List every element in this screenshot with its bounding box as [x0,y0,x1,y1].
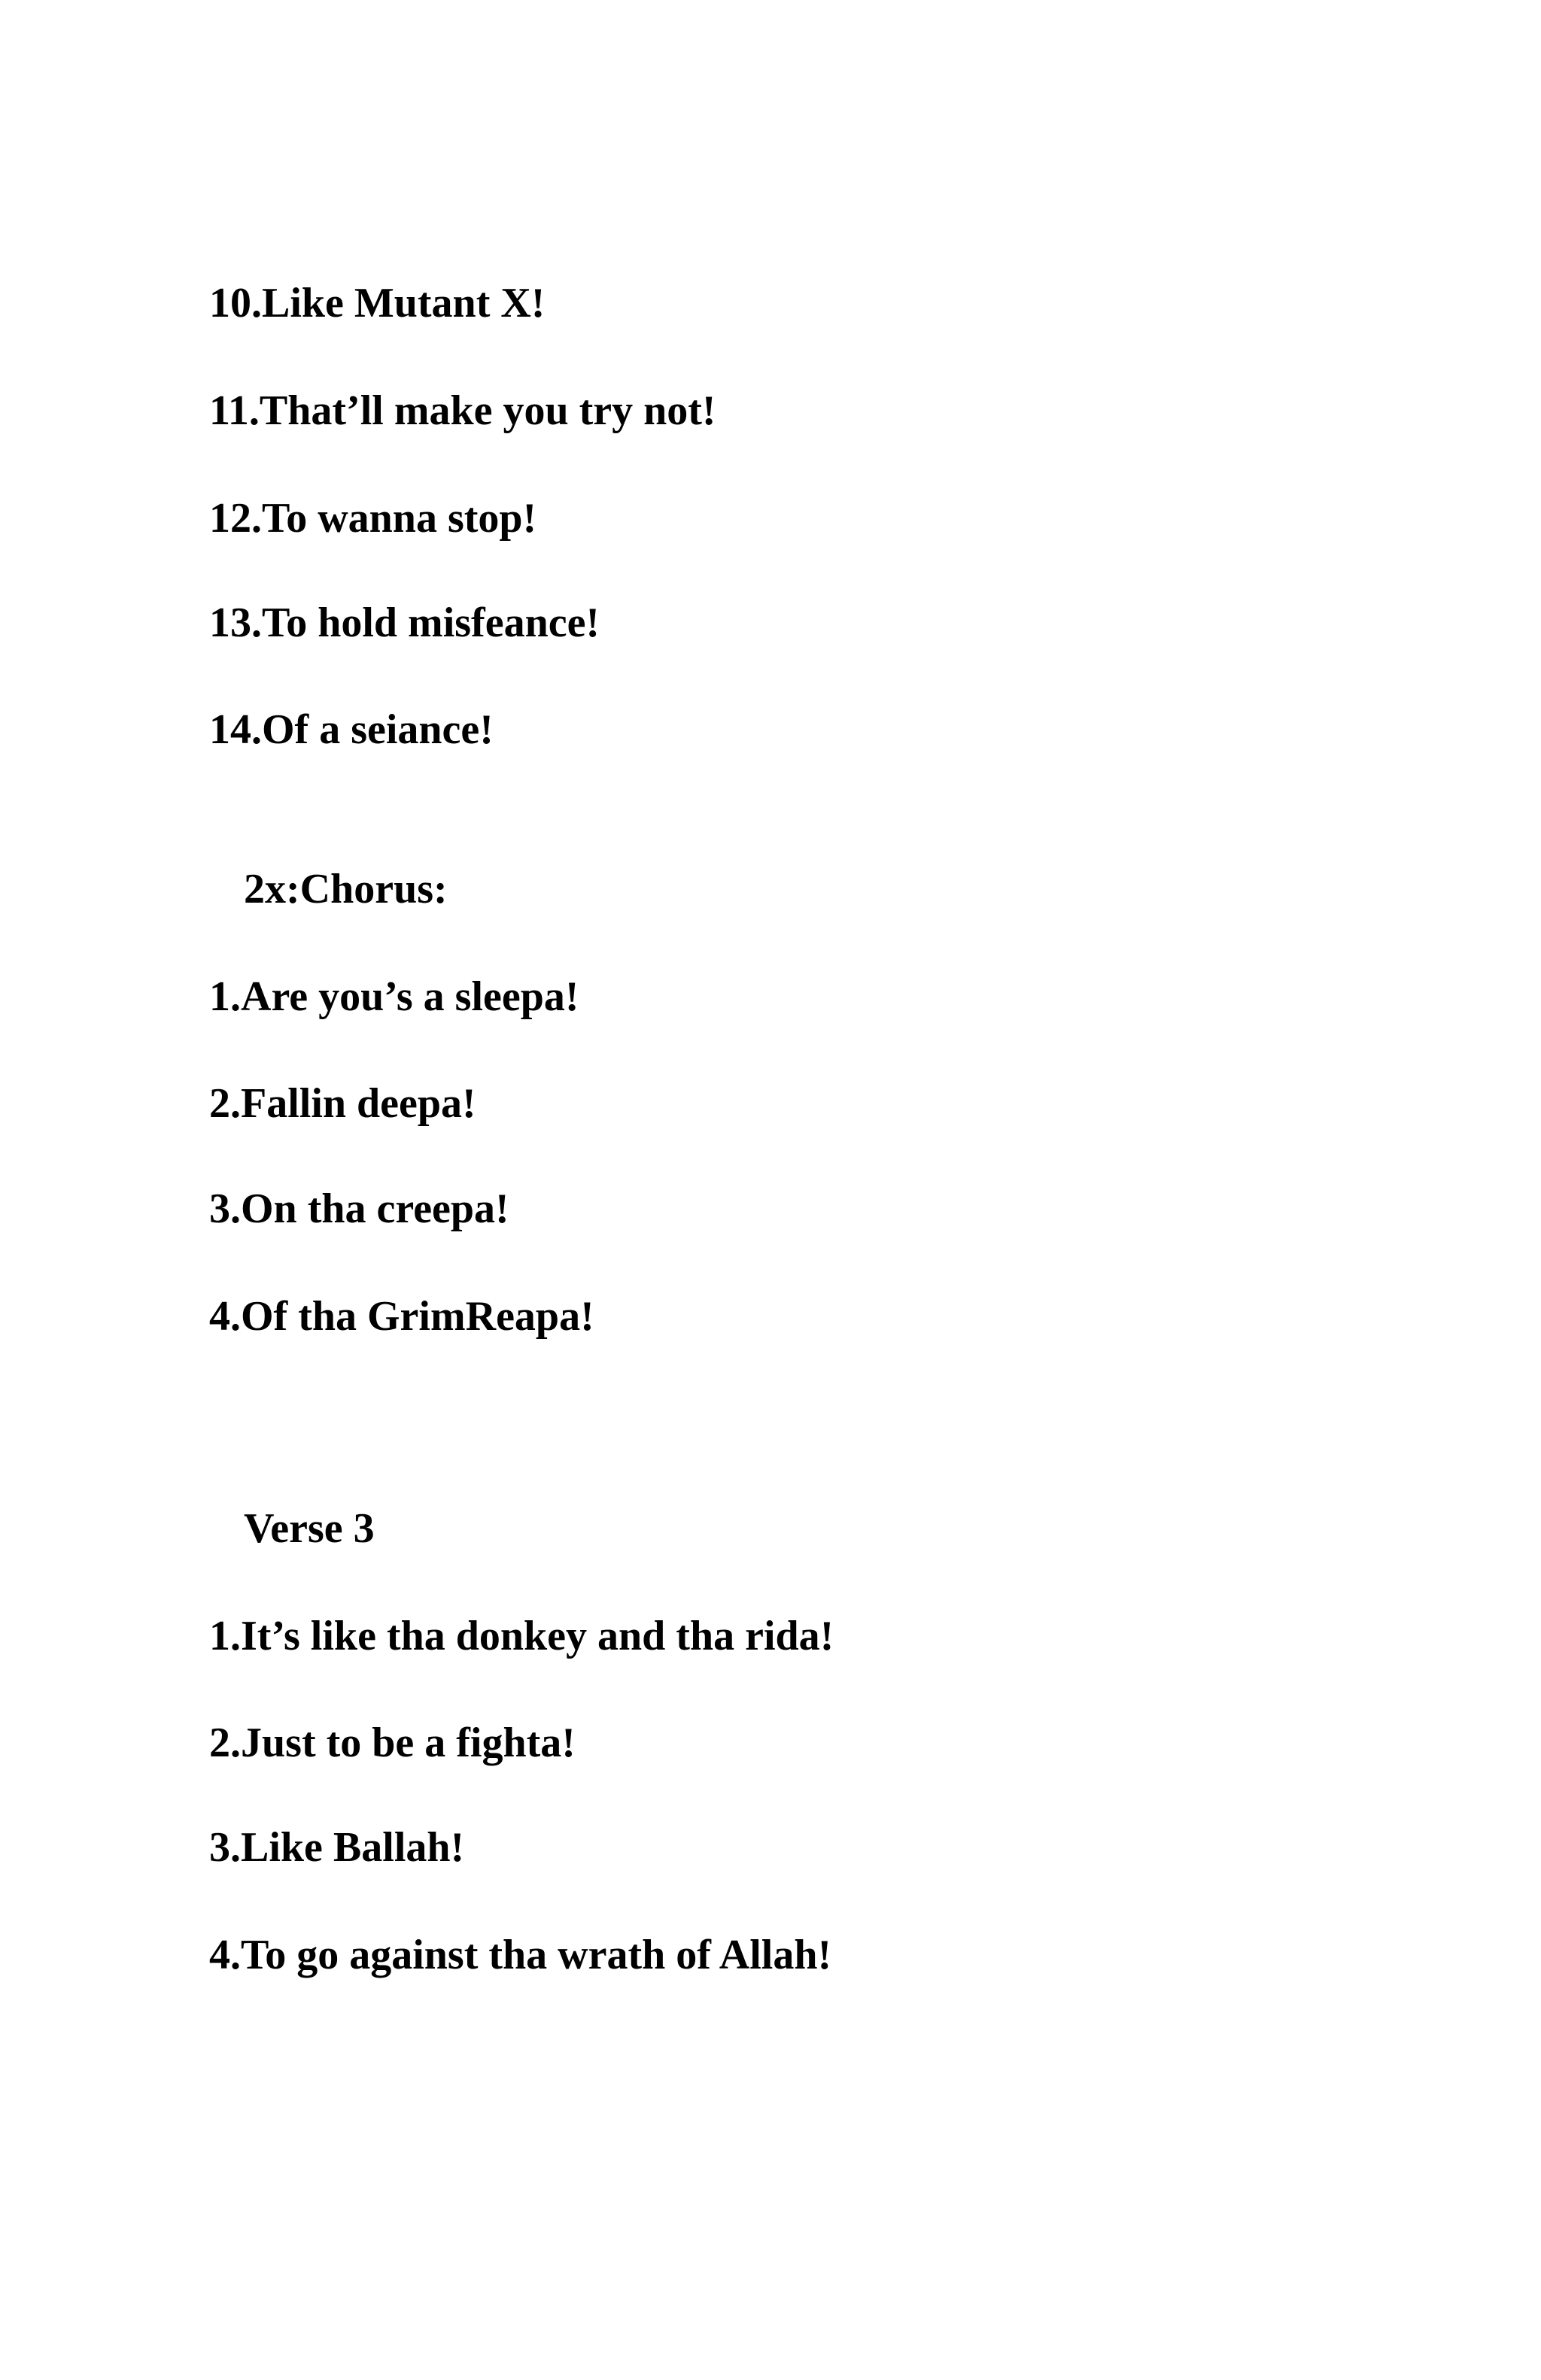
lyric-line: 2.Just to be a fighta! [209,1720,576,1766]
lyric-line: 1.It’s like tha donkey and tha rida! [209,1613,834,1659]
lyric-line: 10.Like Mutant X! [209,280,546,326]
lyric-line: 3.On tha creepa! [209,1185,509,1232]
lyric-line: 4.Of tha GrimReapa! [209,1293,594,1340]
verse-heading: Verse 3 [244,1505,375,1552]
lyric-line: 13.To hold misfeance! [209,600,600,646]
chorus-heading: 2x:Chorus: [244,866,448,912]
lyric-line: 11.That’ll make you try not! [209,387,716,434]
lyric-line: 12.To wanna stop! [209,495,537,542]
lyric-line: 14.Of a seiance! [209,706,494,753]
lyric-line: 2.Fallin deepa! [209,1080,476,1127]
lyric-line: 3.Like Ballah! [209,1824,465,1871]
lyric-line: 1.Are you’s a sleepa! [209,973,579,1020]
lyric-line: 4.To go against tha wrath of Allah! [209,1932,832,1978]
